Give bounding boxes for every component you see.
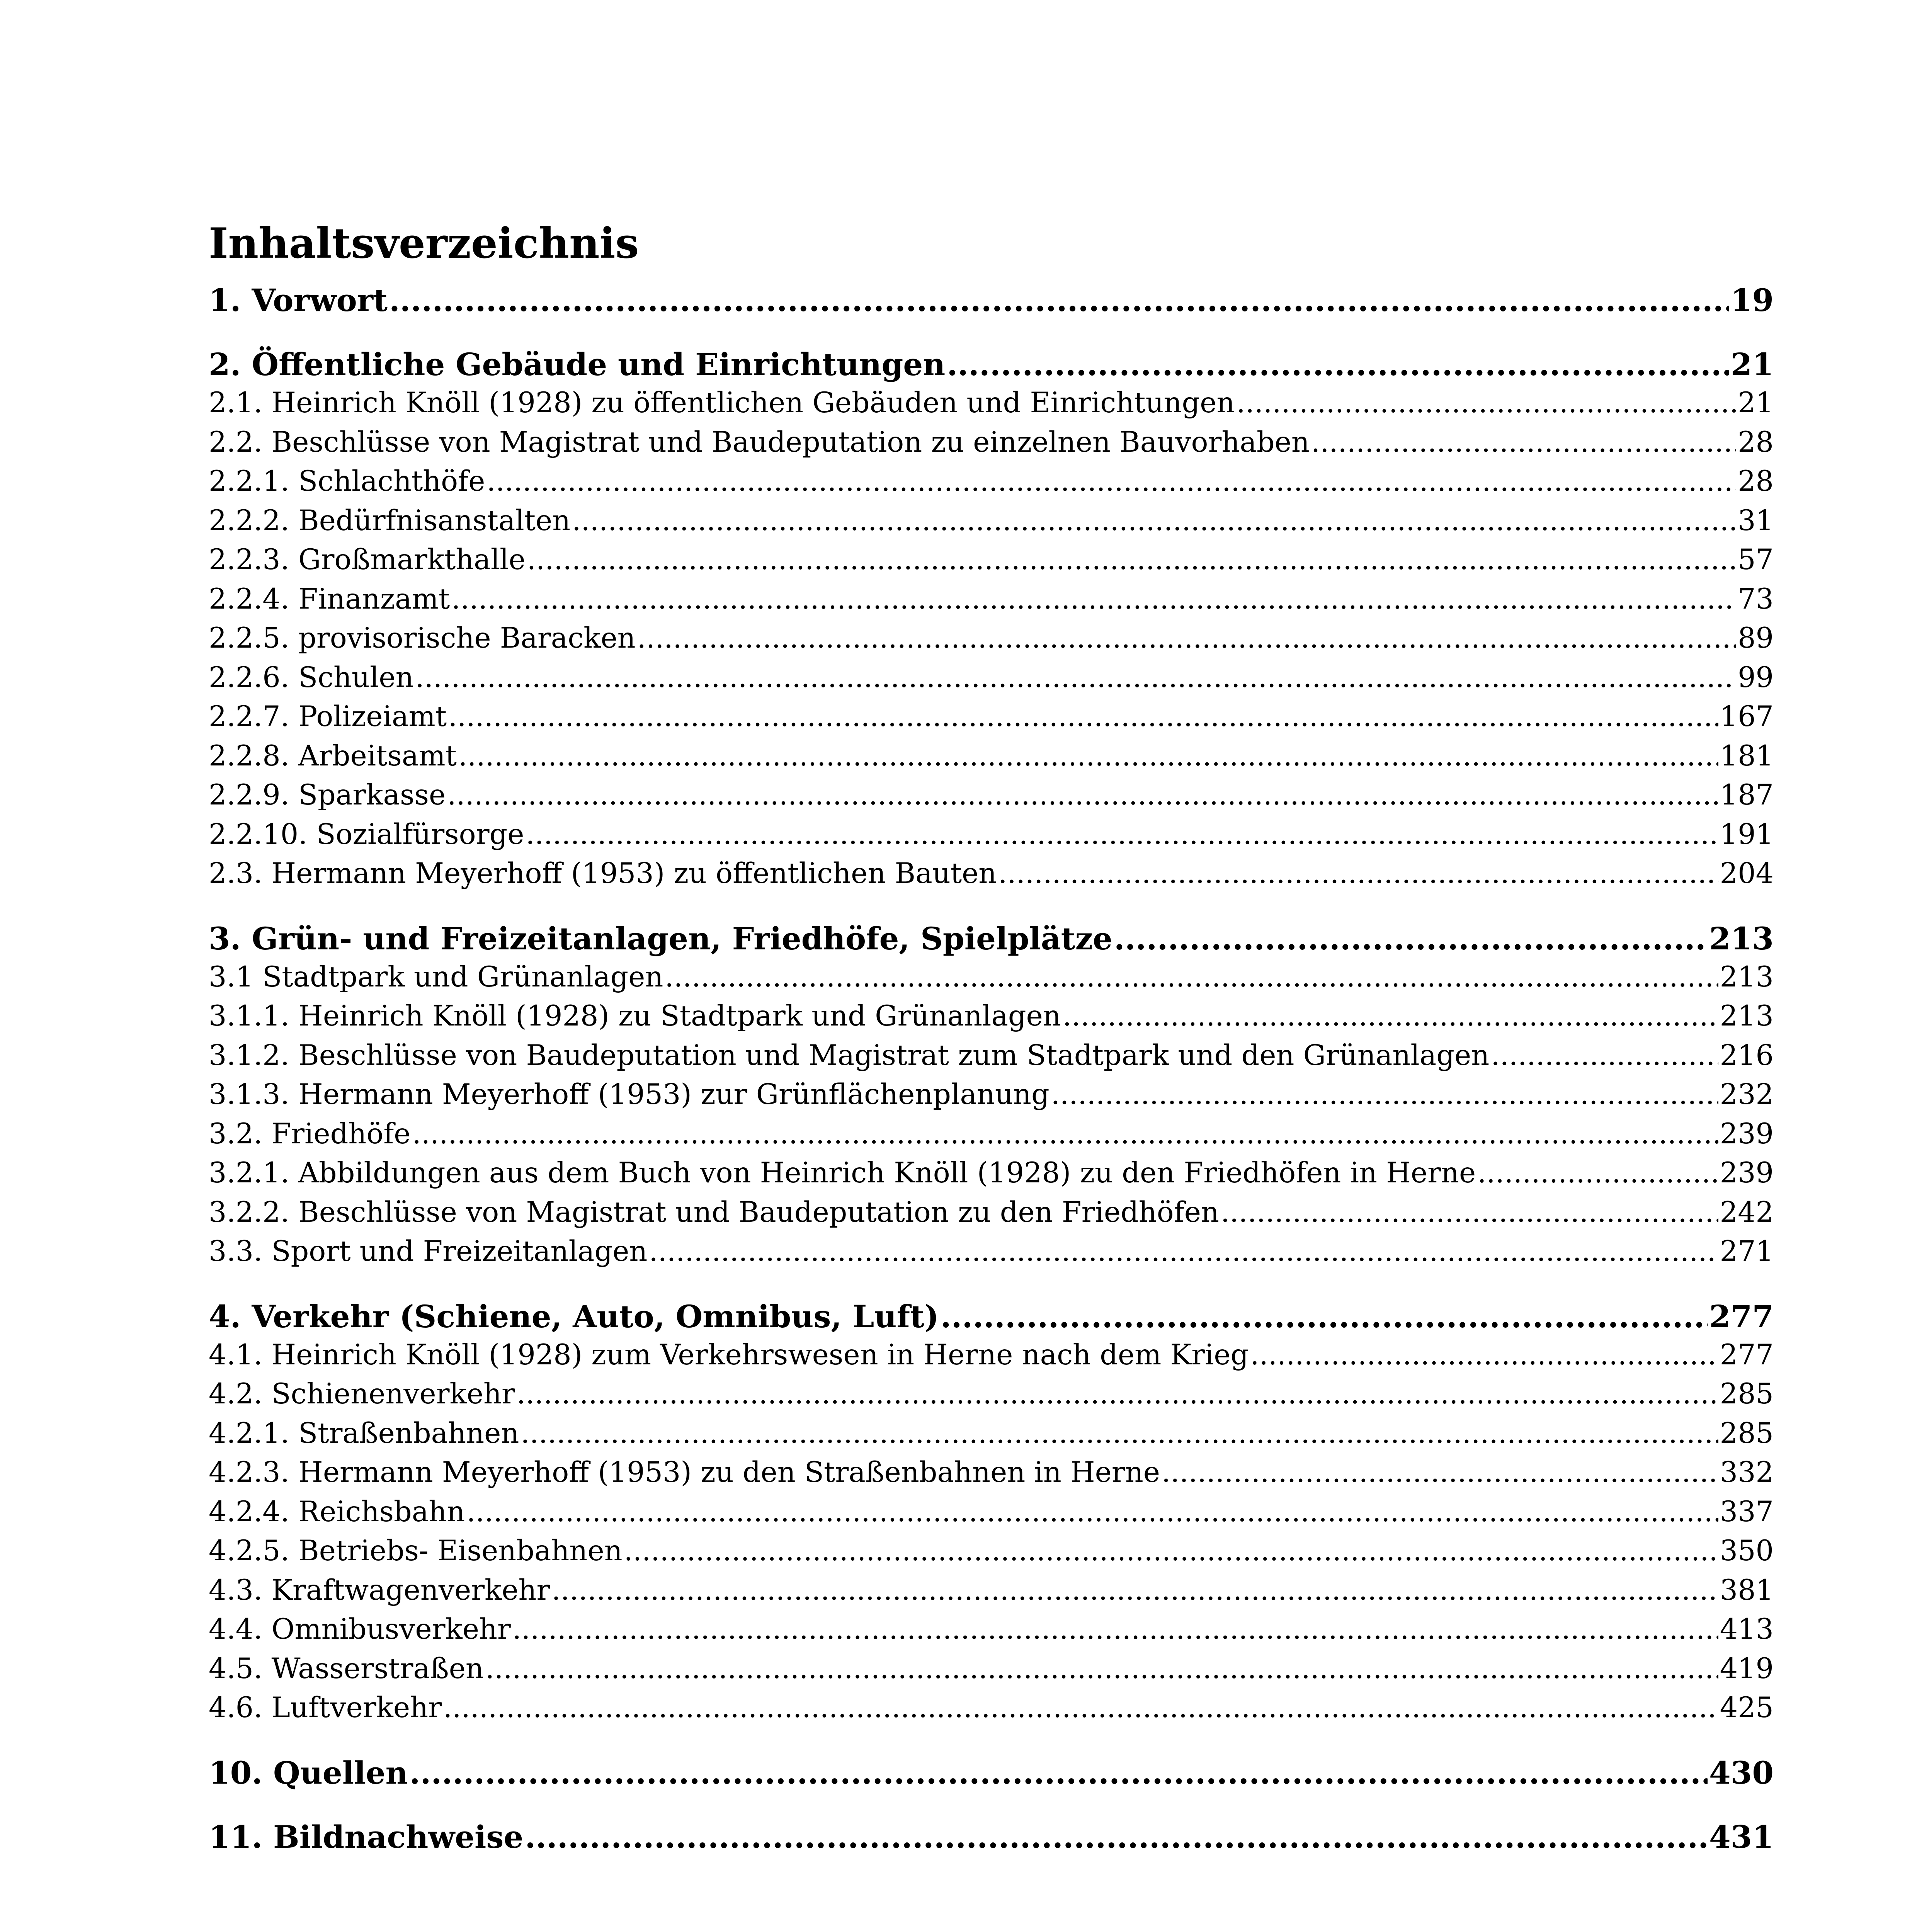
toc-subentry[interactable] [209, 961, 1774, 1000]
toc-page-number: 89 [1738, 622, 1774, 655]
toc-entry-label: 2.2.2. Bedürfnisanstalten [209, 504, 571, 537]
toc-page-number: 242 [1720, 1196, 1774, 1229]
toc-dot-leader [1063, 1000, 1718, 1032]
toc-dot-leader [447, 779, 1718, 811]
document-page [209, 216, 1774, 1859]
toc-dot-leader [415, 661, 1736, 694]
toc-dot-leader [458, 740, 1718, 772]
toc-dot-leader [1491, 1039, 1718, 1072]
toc-section [209, 282, 1774, 322]
toc-entry-label: 4.5. Wasserstraßen [209, 1652, 484, 1685]
toc-entry-label: 4.1. Heinrich Knöll (1928) zum Verkehrswesen in Herne nach dem Krieg [209, 1338, 1249, 1371]
toc-entry-label: 4.2.4. Reichsbahn [209, 1495, 465, 1528]
toc-dot-leader [551, 1574, 1718, 1607]
toc-subentry[interactable] [209, 818, 1774, 857]
toc-dot-leader [410, 1755, 1708, 1791]
toc-subentry[interactable] [209, 543, 1774, 583]
toc-page-number: 213 [1720, 1000, 1774, 1032]
toc-dot-leader [665, 961, 1718, 993]
toc-page-number: 99 [1738, 661, 1774, 694]
toc-subentry[interactable] [209, 386, 1774, 426]
toc-chapter-entry[interactable] [209, 346, 1774, 386]
toc-page-number: 337 [1720, 1495, 1774, 1528]
toc-entry-label: 3.2.1. Abbildungen aus dem Buch von Heinrich Knöll (1928) zu den Friedhöfen in Herne [209, 1156, 1476, 1189]
toc-chapter-entry[interactable] [209, 1755, 1774, 1795]
toc-section [209, 1755, 1774, 1795]
toc-page-number: 204 [1720, 857, 1774, 890]
toc-page-number: 285 [1720, 1417, 1774, 1450]
toc-entry-label: 3.2.2. Beschlüsse von Magistrat und Baudeputation zu den Friedhöfen [209, 1196, 1219, 1229]
toc-dot-leader [624, 1534, 1718, 1567]
toc-entry-label: 11. Bildnachweise [209, 1818, 524, 1855]
toc-dot-leader [466, 1495, 1718, 1528]
toc-page-number: 239 [1720, 1156, 1774, 1189]
toc-dot-leader [1250, 1338, 1718, 1371]
toc-subentry[interactable] [209, 740, 1774, 779]
toc-entry-label: 2. Öffentliche Gebäude und Einrichtungen [209, 346, 946, 383]
toc-page-number: 332 [1720, 1456, 1774, 1489]
toc-dot-leader [1311, 426, 1736, 459]
toc-entry-label: 2.2.6. Schulen [209, 661, 414, 694]
toc-entry-label: 2.2.7. Polizeiamt [209, 700, 447, 733]
toc-subentry[interactable] [209, 1456, 1774, 1495]
toc-page-number: 213 [1720, 960, 1774, 993]
toc-dot-leader [486, 465, 1736, 498]
toc-entry-label: 10. Quellen [209, 1754, 408, 1791]
toc-entry-label: 4.2.3. Hermann Meyerhoff (1953) zu den Straßenbahnen in Herne [209, 1456, 1160, 1489]
toc-subentry[interactable] [209, 700, 1774, 740]
toc-chapter-entry[interactable] [209, 920, 1774, 961]
toc-entry-label: 2.1. Heinrich Knöll (1928) zu öffentlichen Gebäuden und Einrichtungen [209, 386, 1235, 419]
toc-chapter-entry[interactable] [209, 1298, 1774, 1338]
toc-subentry[interactable] [209, 1378, 1774, 1417]
toc-page-number: 28 [1738, 425, 1774, 459]
toc-entry-label: 4.2. Schienenverkehr [209, 1378, 515, 1410]
toc-dot-leader [451, 583, 1736, 616]
page-title: Inhaltsverzeichnis [209, 219, 639, 268]
toc-subentry[interactable] [209, 622, 1774, 661]
toc-page-number: 73 [1738, 582, 1774, 616]
toc-entry-label: 4.3. Kraftwagenverkehr [209, 1573, 550, 1607]
toc-page-number: 425 [1720, 1691, 1774, 1724]
toc-entry-label: 3.1.2. Beschlüsse von Baudeputation und Magistrat zum Stadtpark und den Grünanlagen [209, 1039, 1490, 1072]
toc-entry-label: 1. Vorwort [209, 282, 388, 318]
toc-section [209, 346, 1774, 896]
toc-entry-label: 3.3. Sport und Freizeitanlagen [209, 1235, 648, 1268]
toc-entry-label: 4.2.5. Betriebs- Eisenbahnen [209, 1534, 623, 1567]
toc-chapter-entry[interactable] [209, 1819, 1774, 1859]
toc-dot-leader [526, 818, 1718, 851]
toc-page-number: 271 [1720, 1235, 1774, 1268]
toc-page-number: 28 [1738, 465, 1774, 498]
toc-page-number: 277 [1709, 1298, 1774, 1335]
toc-entry-label: 2.2.1. Schlachthöfe [209, 465, 485, 498]
toc-chapter-entry[interactable] [209, 282, 1774, 322]
toc-page-number: 350 [1720, 1534, 1774, 1567]
toc-subentry[interactable] [209, 1574, 1774, 1613]
toc-subentry[interactable] [209, 1117, 1774, 1157]
toc-entry-label: 3.2. Friedhöfe [209, 1117, 411, 1150]
toc-subentry[interactable] [209, 1078, 1774, 1117]
toc-subentry[interactable] [209, 1039, 1774, 1078]
toc-dot-leader [1221, 1196, 1718, 1229]
toc-dot-leader [572, 504, 1736, 537]
toc-page-number: 430 [1709, 1754, 1774, 1791]
toc-page-number: 191 [1720, 818, 1774, 851]
toc-subentry[interactable] [209, 1691, 1774, 1731]
toc-dot-leader [941, 1298, 1708, 1335]
toc-entry-label: 4.4. Omnibusverkehr [209, 1613, 511, 1646]
toc-subentry[interactable] [209, 1495, 1774, 1535]
toc-dot-leader [527, 543, 1736, 576]
toc-entry-label: 4. Verkehr (Schiene, Auto, Omnibus, Luft) [209, 1298, 939, 1335]
toc-subentry[interactable] [209, 1000, 1774, 1039]
toc-subentry[interactable] [209, 1156, 1774, 1196]
toc-subentry[interactable] [209, 426, 1774, 465]
toc-page-number: 277 [1720, 1338, 1774, 1371]
toc-entry-label: 2.2.3. Großmarkthalle [209, 543, 526, 576]
toc-page-number: 21 [1738, 386, 1774, 419]
toc-entry-label: 2.2. Beschlüsse von Magistrat und Baudeputation zu einzelnen Bauvorhaben [209, 425, 1310, 459]
toc-dot-leader [998, 857, 1718, 890]
toc-dot-leader [443, 1691, 1718, 1724]
toc-entry-label: 2.2.5. provisorische Baracken [209, 622, 636, 655]
toc-subentry[interactable] [209, 1613, 1774, 1652]
toc-entry-label: 2.2.4. Finanzamt [209, 582, 450, 616]
toc-dot-leader [1114, 920, 1708, 957]
toc-entry-label: 2.3. Hermann Meyerhoff (1953) zu öffentlichen Bauten [209, 857, 997, 890]
toc-page-number: 21 [1730, 346, 1774, 383]
toc-entry-label: 2.2.10. Sozialfürsorge [209, 818, 524, 851]
toc-page-number: 239 [1720, 1117, 1774, 1150]
toc-subentry[interactable] [209, 1196, 1774, 1235]
toc-subentry[interactable] [209, 465, 1774, 504]
toc-subentry[interactable] [209, 1235, 1774, 1274]
toc-dot-leader [525, 1819, 1708, 1855]
toc-page-number: 57 [1738, 543, 1774, 576]
toc-entry-label: 3.1 Stadtpark und Grünanlagen [209, 960, 663, 993]
toc-dot-leader [389, 282, 1729, 318]
toc-dot-leader [1051, 1078, 1718, 1111]
toc-subentry[interactable] [209, 1534, 1774, 1574]
table-of-contents [209, 282, 1774, 1859]
toc-page-number: 381 [1720, 1573, 1774, 1607]
toc-dot-leader [947, 346, 1729, 383]
toc-page-number: 167 [1720, 700, 1774, 733]
toc-subentry[interactable] [209, 1652, 1774, 1692]
toc-section [209, 1819, 1774, 1859]
toc-page-number: 31 [1738, 504, 1774, 537]
toc-page-number: 181 [1720, 739, 1774, 772]
toc-dot-leader [412, 1117, 1718, 1150]
toc-subentry[interactable] [209, 504, 1774, 544]
toc-dot-leader [637, 622, 1736, 655]
toc-page-number: 187 [1720, 779, 1774, 811]
toc-dot-leader [485, 1652, 1718, 1685]
toc-entry-label: 3.1.3. Hermann Meyerhoff (1953) zur Grünflächenplanung [209, 1078, 1050, 1111]
toc-dot-leader [448, 700, 1718, 733]
toc-entry-label: 3.1.1. Heinrich Knöll (1928) zu Stadtpark und Grünanlagen [209, 1000, 1061, 1032]
toc-dot-leader [512, 1613, 1718, 1646]
toc-subentry[interactable] [209, 1338, 1774, 1378]
toc-entry-label: 4.6. Luftverkehr [209, 1691, 442, 1724]
toc-dot-leader [520, 1417, 1718, 1450]
toc-dot-leader [649, 1235, 1718, 1268]
toc-page-number: 419 [1720, 1652, 1774, 1685]
toc-dot-leader [1236, 386, 1736, 419]
toc-dot-leader [517, 1378, 1718, 1410]
toc-entry-label: 3. Grün- und Freizeitanlagen, Friedhöfe, Spielplätze [209, 920, 1112, 957]
toc-subentry[interactable] [209, 857, 1774, 896]
toc-page-number: 19 [1730, 282, 1774, 318]
toc-page-number: 216 [1720, 1039, 1774, 1072]
toc-page-number: 232 [1720, 1078, 1774, 1111]
toc-subentry[interactable] [209, 779, 1774, 818]
toc-dot-leader [1477, 1156, 1718, 1189]
toc-entry-label: 2.2.9. Sparkasse [209, 779, 446, 811]
toc-subentry[interactable] [209, 583, 1774, 622]
toc-page-number: 431 [1709, 1818, 1774, 1855]
toc-entry-label: 2.2.8. Arbeitsamt [209, 739, 457, 772]
toc-page-number: 213 [1709, 920, 1774, 957]
toc-page-number: 285 [1720, 1378, 1774, 1410]
toc-dot-leader [1162, 1456, 1718, 1489]
toc-section [209, 1298, 1774, 1731]
toc-entry-label: 4.2.1. Straßenbahnen [209, 1417, 519, 1450]
toc-page-number: 413 [1720, 1613, 1774, 1646]
toc-subentry[interactable] [209, 1417, 1774, 1456]
toc-subentry[interactable] [209, 661, 1774, 701]
toc-section [209, 920, 1774, 1274]
